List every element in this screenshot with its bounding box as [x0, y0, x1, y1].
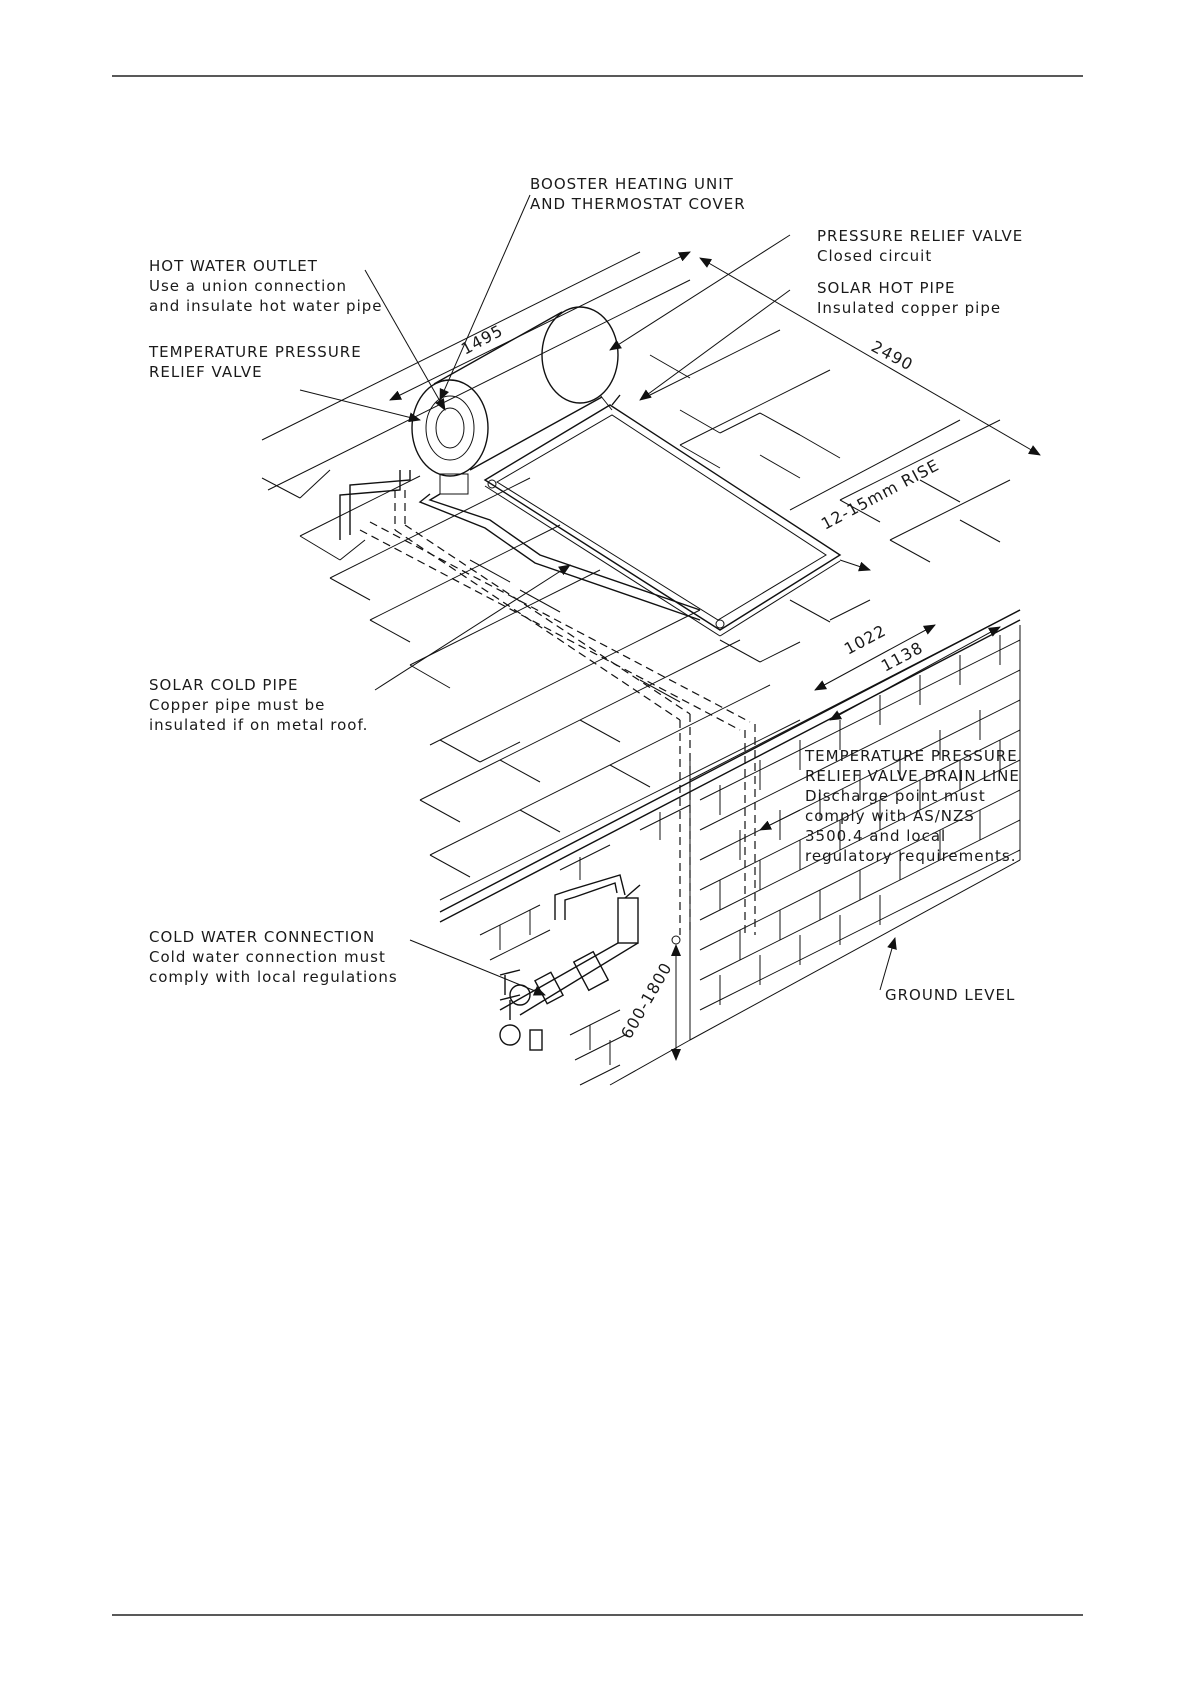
dim-panel-width: 1022 [840, 620, 890, 659]
drain-label-line6: regulatory requirements. [805, 847, 1017, 865]
booster-label-line2: AND THERMOSTAT COVER [530, 195, 746, 213]
solar-cold-label-line3: insulated if on metal roof. [149, 716, 369, 734]
tprv-label-line1: TEMPERATURE PRESSURE [149, 343, 362, 361]
cold-conn-label-line2: Cold water connection must [149, 948, 386, 966]
hot-outlet-label-line1: HOT WATER OUTLET [149, 257, 318, 275]
booster-label-line1: BOOSTER HEATING UNIT [530, 175, 734, 193]
tprv-label-line2: RELIEF VALVE [149, 363, 263, 381]
dim-overall-length: 2490 [868, 336, 917, 375]
storage-tank [412, 307, 618, 494]
ground-level-label: GROUND LEVEL [885, 986, 1016, 1004]
drain-label-line2: RELIEF VALVE DRAIN LINE [805, 767, 1020, 785]
leader-lines [300, 195, 895, 995]
drain-label-line1: TEMPERATURE PRESSURE [805, 747, 1018, 765]
drain-outlet [672, 936, 680, 944]
hot-outlet-label-line2: Use a union connection [149, 277, 348, 295]
drain-label-line3: Discharge point must [805, 787, 986, 805]
hidden-pipes [360, 490, 755, 935]
prv-label-line2: Closed circuit [817, 247, 933, 265]
solar-cold-label-line2: Copper pipe must be [149, 696, 326, 714]
dim-overall-width: 1138 [877, 637, 927, 676]
cold-conn-label-line1: COLD WATER CONNECTION [149, 928, 376, 946]
dim-drain-height: 600-1800 [617, 958, 676, 1042]
dim-tank-length: 1495 [457, 320, 507, 359]
prv-label-line1: PRESSURE RELIEF VALVE [817, 227, 1024, 245]
dim-rise: 12-15mm RISE [817, 455, 943, 534]
drain-label-line4: comply with AS/NZS [805, 807, 975, 825]
solar-hot-label-line1: SOLAR HOT PIPE [817, 279, 956, 297]
solar-hot-label-line2: Insulated copper pipe [817, 299, 1002, 317]
dimension-lines [390, 252, 1040, 1060]
drain-label-line5: 3500.4 and local [805, 827, 947, 845]
solar-cold-label-line1: SOLAR COLD PIPE [149, 676, 299, 694]
cold-conn-label-line3: comply with local regulations [149, 968, 398, 986]
hot-outlet-label-line3: and insulate hot water pipe [149, 297, 383, 315]
cold-water-inlet-assembly [500, 875, 640, 1050]
